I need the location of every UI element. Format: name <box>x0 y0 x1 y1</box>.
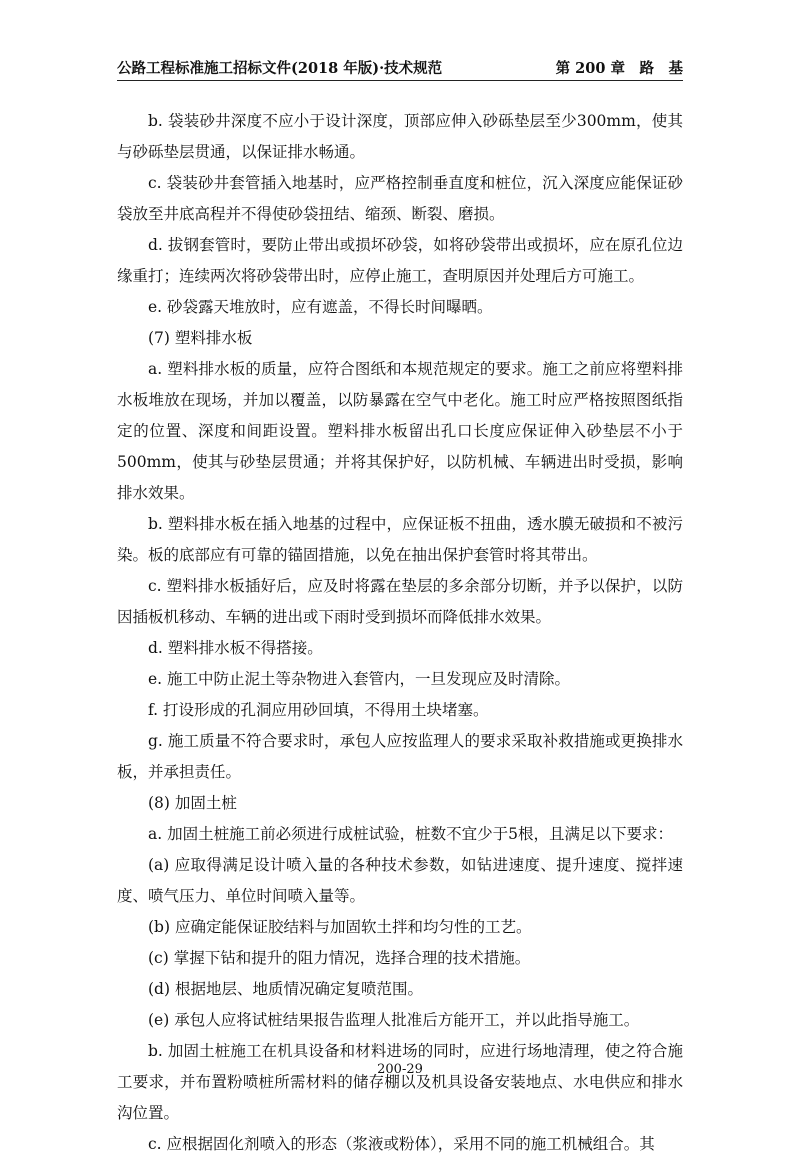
header-rule <box>117 80 683 81</box>
paragraph: (c) 掌握下钻和提升的阻力情况，选择合理的技术措施。 <box>148 949 531 967</box>
paragraph: b. 加固土桩施工在机具设备和材料进场的同时，应进行场地清理，使之符合施工要求，并布置粉喷桩所需材料的储存棚以及机具设备安装地点、水电供应和排水沟位置。 <box>117 1042 683 1122</box>
paragraph: c. 袋装砂井套管插入地基时，应严格控制垂直度和桩位，沉入深度应能保证砂袋放至井底高程并不得使砂袋扭结、缩颈、断裂、磨损。 <box>117 174 683 223</box>
paragraph: g. 施工质量不符合要求时，承包人应按监理人的要求采取补救措施或更换排水板，并承担责任。 <box>117 732 683 781</box>
section-heading: (8) 加固土桩 <box>148 794 237 812</box>
paragraph: a. 塑料排水板的质量，应符合图纸和本规范规定的要求。施工之前应将塑料排水板堆放在现场，并加以覆盖，以防暴露在空气中老化。施工时应严格按照图纸指定的位置、深度和间距设置。塑料排水板留出孔口长度应保证伸入砂垫层不小于500mm，使其与砂垫层贯通；并将其保护好，以防机械、车辆进出时受损，影响排水效果。 <box>117 360 683 502</box>
paragraph: (a) 应取得满足设计喷入量的各种技术参数，如钻进速度、提升速度、搅拌速度、喷气压力、单位时间喷入量等。 <box>117 856 683 905</box>
paragraph: b. 塑料排水板在插入地基的过程中，应保证板不扭曲，透水膜无破损和不被污染。板的底部应有可靠的锚固措施，以免在抽出保护套管时将其带出。 <box>117 515 683 564</box>
header-title: 公路工程标准施工招标文件(2018 年版)·技术规范 <box>117 60 443 77</box>
paragraph: a. 加固土桩施工前必须进行成桩试验，桩数不宜少于5根，且满足以下要求： <box>148 825 673 843</box>
page-header <box>117 48 683 78</box>
paragraph: d. 塑料排水板不得搭接。 <box>148 639 323 657</box>
section-heading: (7) 塑料排水板 <box>148 329 253 347</box>
header-chapter: 第 200 章 路 基 <box>555 60 683 77</box>
paragraph: f. 打设形成的孔洞应用砂回填，不得用土块堵塞。 <box>148 701 489 719</box>
body-text <box>117 106 683 1160</box>
paragraph: b. 袋装砂井深度不应小于设计深度，顶部应伸入砂砾垫层至少300mm，使其与砂砾垫层贯通，以保证排水畅通。 <box>117 112 683 161</box>
paragraph: c. 应根据固化剂喷入的形态（浆液或粉体），采用不同的施工机械组合。其 <box>148 1135 655 1153</box>
paragraph: (b) 应确定能保证胶结料与加固软土拌和均匀性的工艺。 <box>148 918 532 936</box>
paragraph: d. 拔钢套管时，要防止带出或损坏砂袋，如将砂袋带出或损坏，应在原孔位边缘重打；连续两次将砂袋带出时，应停止施工，查明原因并处理后方可施工。 <box>117 236 683 285</box>
paragraph: c. 塑料排水板插好后，应及时将露在垫层的多余部分切断，并予以保护，以防因插板机移动、车辆的进出或下雨时受到损坏而降低排水效果。 <box>117 577 683 626</box>
page-number: 200-29 <box>377 1062 423 1077</box>
paragraph: (e) 承包人应将试桩结果报告监理人批准后方能开工，并以此指导施工。 <box>148 1011 640 1029</box>
paragraph: e. 施工中防止泥土等杂物进入套管内，一旦发现应及时清除。 <box>148 670 571 688</box>
paragraph: (d) 根据地层、地质情况确定复喷范围。 <box>148 980 423 998</box>
paragraph: e. 砂袋露天堆放时，应有遮盖，不得长时间曝晒。 <box>148 298 493 316</box>
